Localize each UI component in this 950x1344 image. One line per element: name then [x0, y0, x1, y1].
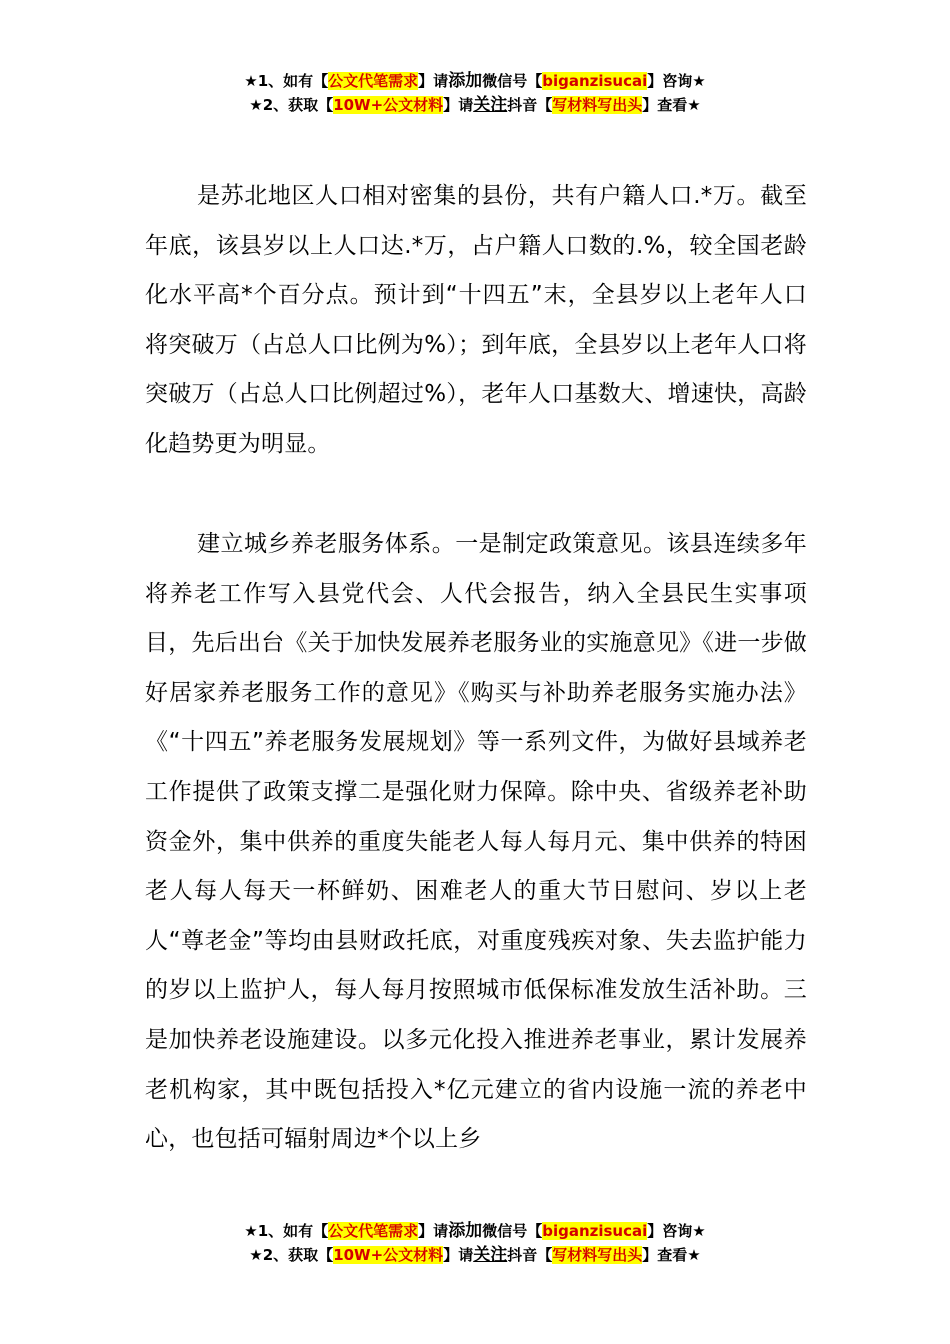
banner-text: ★1、如有【 — [244, 72, 329, 90]
banner-emphasis: 添加 — [448, 1221, 483, 1241]
banner-emphasis: 关注 — [473, 95, 508, 115]
banner-text: 】咨询★ — [647, 1222, 706, 1240]
banner-text: 】查看★ — [642, 96, 701, 114]
banner-text: 】咨询★ — [647, 72, 706, 90]
banner-line-1 — [0, 1219, 950, 1243]
banner-text: 微信号【 — [482, 1222, 543, 1240]
banner-highlight: 写材料写出头 — [552, 1246, 643, 1264]
header-banner — [0, 69, 950, 117]
banner-highlight: 写材料写出头 — [552, 96, 643, 114]
banner-text: 】请 — [443, 96, 474, 114]
body-paragraph-2: 建立城乡养老服务体系。一是制定政策意见。该县连续多年将养老工作写入县党代会、人代会报告，纳入全县民生实事项目，先后出台《关于加快发展养老服务业的实施意见》《进一步做好居家养老服务工作的意见》《购买与补助养老服务实施办法》《“十四五”养老服务发展规划》等一系列文件，为做好县域养老工作提供了政策支撑二是强化财力保障。除中央、省级养老补助资金外，集中供养的重度失能老人每人每月元、集中供养的特困老人每人每天一杯鲜奶、困难老人的重大节日慰问、岁以上老人“尊老金”等均由县财政托底，对重度残疾对象、失去监护能力的岁以上监护人，每人每月按照城市低保标准发放生活补助。三是加快养老设施建设。以多元化投入推进养老事业，累计发展养老机构家，其中既包括投入*亿元建立的省内设施一流的养老中心，也包括可辐射周边*个以上乡 — [145, 531, 807, 1153]
banner-emphasis: 关注 — [473, 1245, 508, 1265]
banner-line-2 — [0, 1243, 950, 1267]
banner-highlight: 公文代笔需求 — [328, 1222, 419, 1240]
banner-highlight: 10W+公文材料 — [333, 96, 444, 114]
banner-text: 】请 — [418, 1222, 449, 1240]
banner-text: 抖音【 — [507, 96, 553, 114]
banner-highlight: 公文代笔需求 — [328, 72, 419, 90]
banner-highlight: biganzisucai — [542, 72, 648, 90]
banner-highlight: 10W+公文材料 — [333, 1246, 444, 1264]
banner-text: 】查看★ — [642, 1246, 701, 1264]
banner-text: 抖音【 — [507, 1246, 553, 1264]
banner-text: ★2、获取【 — [249, 96, 334, 114]
body-paragraph-1: 是苏北地区人口相对密集的县份，共有户籍人口.*万。截至年底，该县岁以上人口达.*万，占户籍人口数的.%，较全国老龄化水平高*个百分点。预计到“十四五”末，全县岁以上老年人口将突破万（占总人口比例为%）；到年底，全县岁以上老年人口将突破万（占总人口比例超过%），老年人口基数大、增速快，高龄化趋势更为明显。 — [145, 183, 807, 457]
banner-emphasis: 添加 — [448, 71, 483, 91]
banner-highlight: biganzisucai — [542, 1222, 648, 1240]
banner-text: 】请 — [418, 72, 449, 90]
banner-line-2 — [0, 93, 950, 117]
banner-text: ★2、获取【 — [249, 1246, 334, 1264]
footer-banner — [0, 1219, 950, 1267]
banner-text: ★1、如有【 — [244, 1222, 329, 1240]
banner-text: 】请 — [443, 1246, 474, 1264]
banner-text: 微信号【 — [482, 72, 543, 90]
banner-line-1 — [0, 69, 950, 93]
